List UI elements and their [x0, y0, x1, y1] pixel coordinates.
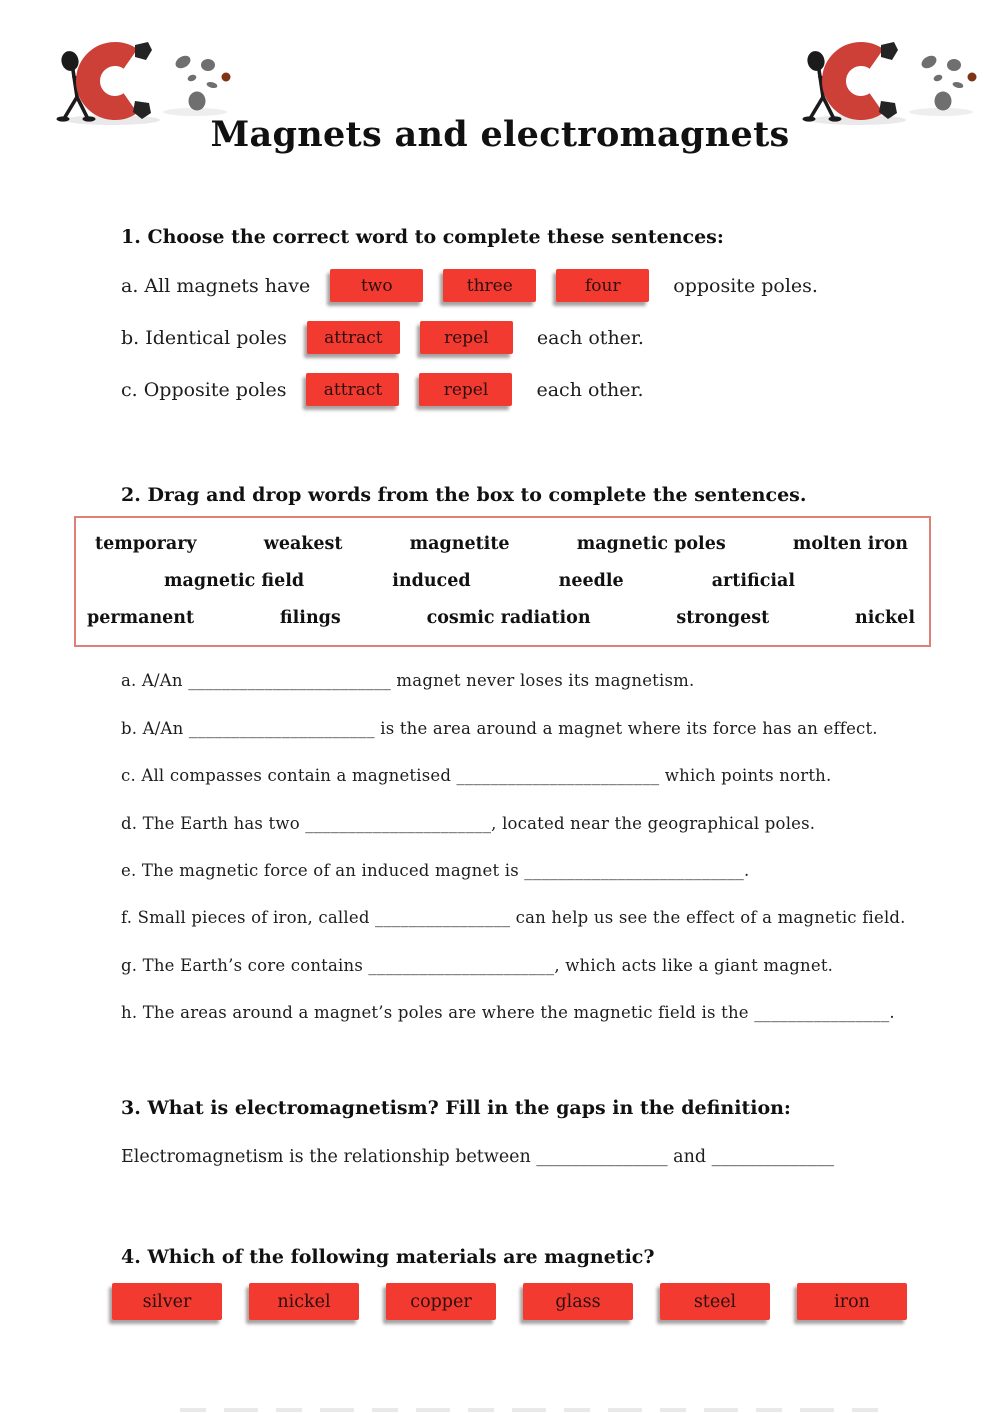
attracted-metal-chunks — [133, 42, 152, 119]
bank-word-cosmic-radiation[interactable]: cosmic radiation — [426, 607, 591, 628]
bank-word-weakest[interactable]: weakest — [263, 533, 343, 554]
material-button-nickel[interactable]: nickel — [249, 1283, 359, 1320]
q1b-prefix: b. Identical poles — [121, 326, 287, 349]
q1c-prefix: c. Opposite poles — [121, 378, 287, 401]
bank-word-filings[interactable]: filings — [279, 607, 341, 628]
sentence-e-drop-target[interactable]: e. The magnetic force of an induced magnet is __________________________. — [121, 861, 750, 881]
iron-filings-icon — [919, 53, 976, 110]
magnet-clipart-left — [40, 40, 240, 128]
word-bank-row-1 — [76, 525, 929, 562]
page-title: Magnets and electromagnets — [210, 114, 790, 155]
q1a-suffix: opposite poles. — [673, 274, 818, 297]
word-bank-row-2 — [76, 562, 929, 599]
q3-definition-gap-fill[interactable]: Electromagnetism is the relationship between _______________ and ______________ — [121, 1147, 835, 1168]
q1b-suffix: each other. — [536, 326, 644, 349]
material-button-silver[interactable]: silver — [112, 1283, 222, 1320]
q2-heading: 2. Drag and drop words from the box to complete the sentences. — [121, 483, 807, 506]
sentence-a-drop-target[interactable]: a. A/An ________________________ magnet never loses its magnetism. — [121, 671, 695, 691]
q1-row-b — [121, 321, 1000, 355]
q1-row-c — [121, 373, 1000, 407]
bank-word-temporary[interactable]: temporary — [95, 533, 197, 554]
sentence-c-drop-target[interactable]: c. All compasses contain a magnetised ________________________ which points north. — [121, 766, 832, 786]
material-button-glass[interactable]: glass — [523, 1283, 633, 1320]
bank-word-magnetic-poles[interactable]: magnetic poles — [576, 533, 726, 554]
material-button-iron[interactable]: iron — [797, 1283, 907, 1320]
option-button-repel-opposite[interactable]: repel — [419, 373, 512, 406]
option-button-repel-identical[interactable]: repel — [420, 321, 513, 354]
q4-materials-row — [112, 1283, 1000, 1320]
sentence-g-drop-target[interactable]: g. The Earth’s core contains ______________________, which acts like a giant magnet. — [121, 955, 834, 975]
magnet-clipart-right — [786, 40, 986, 128]
horseshoe-magnet-icon — [88, 54, 131, 108]
material-button-steel[interactable]: steel — [660, 1283, 770, 1320]
bank-word-strongest[interactable]: strongest — [676, 607, 770, 628]
option-button-four[interactable]: four — [556, 269, 649, 302]
horseshoe-magnet-icon — [834, 54, 877, 108]
option-button-two[interactable]: two — [330, 269, 423, 302]
option-button-attract-opposite[interactable]: attract — [306, 373, 399, 406]
option-button-three[interactable]: three — [443, 269, 536, 302]
q1a-prefix: a. All magnets have — [121, 274, 311, 297]
material-button-copper[interactable]: copper — [386, 1283, 496, 1320]
sentence-h-drop-target[interactable]: h. The areas around a magnet’s poles are where the magnetic field is the ________________. — [121, 1003, 895, 1023]
iron-filings-icon — [173, 53, 230, 110]
word-bank-box — [74, 516, 931, 647]
q4-heading: 4. Which of the following materials are magnetic? — [121, 1246, 655, 1269]
q1c-suffix: each other. — [536, 378, 644, 401]
sentence-d-drop-target[interactable]: d. The Earth has two ______________________, located near the geographical poles. — [121, 813, 816, 833]
sentence-f-drop-target[interactable]: f. Small pieces of iron, called ________________ can help us see the effect of a magnetic field. — [121, 908, 906, 928]
next-page-cutoff-text — [180, 1408, 890, 1412]
bank-word-induced[interactable]: induced — [392, 570, 471, 591]
option-button-attract-identical[interactable]: attract — [307, 321, 400, 354]
bank-word-artificial[interactable]: artificial — [711, 570, 795, 591]
sentence-b-drop-target[interactable]: b. A/An ______________________ is the area around a magnet where its force has an effect. — [121, 718, 878, 738]
bank-word-needle[interactable]: needle — [558, 570, 624, 591]
bank-word-nickel[interactable]: nickel — [855, 607, 915, 628]
q1-heading: 1. Choose the correct word to complete these sentences: — [121, 226, 724, 248]
word-bank-row-3 — [76, 599, 929, 636]
q3-heading: 3. What is electromagnetism? Fill in the gaps in the definition: — [121, 1096, 791, 1119]
bank-word-permanent[interactable]: permanent — [87, 607, 195, 628]
bank-word-magnetic-field[interactable]: magnetic field — [164, 570, 305, 591]
bank-word-molten-iron[interactable]: molten iron — [792, 533, 908, 554]
bank-word-magnetite[interactable]: magnetite — [409, 533, 510, 554]
attracted-metal-chunks — [879, 42, 898, 119]
q1-row-a — [121, 269, 1000, 303]
